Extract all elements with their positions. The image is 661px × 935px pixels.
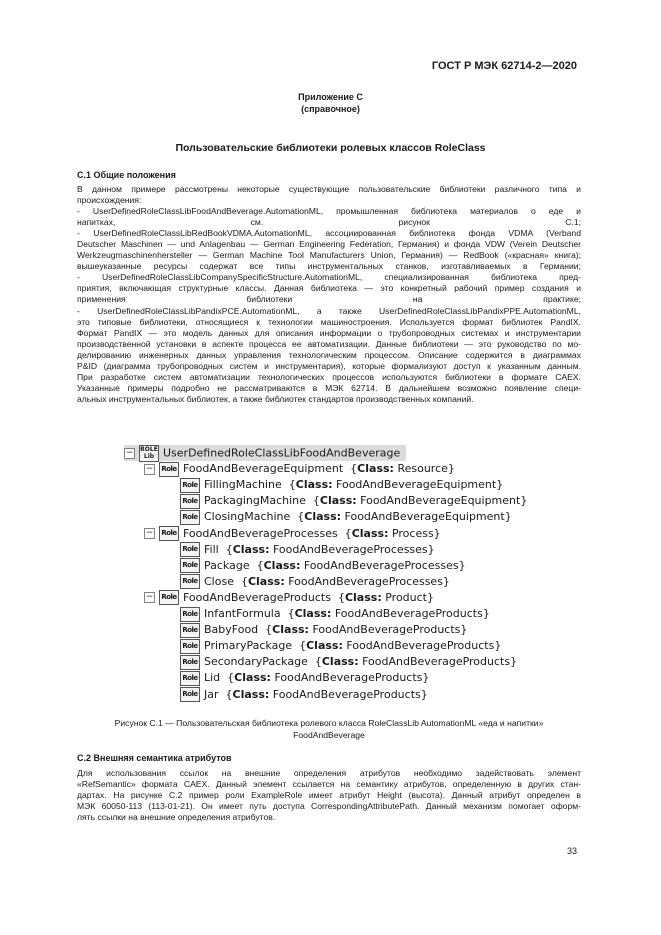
collapse-toggle-icon[interactable]: − bbox=[145, 592, 154, 603]
role-class-name: Fill bbox=[204, 542, 219, 556]
appendix-type: (справочное) bbox=[301, 104, 360, 114]
tree-leaf-row[interactable]: Role Package {Class: FoodAndBeverageProcesses} bbox=[180, 558, 466, 574]
role-icon: Role bbox=[180, 639, 200, 654]
text-line: Указанные примеры подробно не рассматриваются в МЭК 62714. В дальнейшем возможно появление специ- bbox=[77, 382, 581, 393]
figure-caption bbox=[77, 717, 581, 741]
class-key-label: Class: bbox=[272, 623, 309, 637]
text-line: Формат PandIX — это модель данных для описания информации о трубопроводных системах и инструментарии bbox=[77, 327, 581, 338]
role-class-name: Jar bbox=[204, 687, 219, 701]
role-icon: Role bbox=[180, 607, 200, 622]
class-key-label: Class: bbox=[357, 462, 394, 476]
tree-leaf-row[interactable]: Role Lid {Class: FoodAndBeverageProducts} bbox=[180, 670, 429, 686]
role-class-name: Package bbox=[204, 558, 250, 572]
class-ref-label: FoodAndBeverageProducts} bbox=[334, 607, 490, 620]
tree-leaf-row[interactable]: Role ClosingMachine {Class: FoodAndBeverageEquipment} bbox=[180, 509, 512, 525]
class-ref-label: FoodAndBeverageEquipment} bbox=[344, 510, 512, 524]
text-line: дартах. На рисунке С.2 пример роли ExampleRole имеет атрибут Height (высота). Данный атрибут определен в bbox=[77, 790, 581, 801]
class-key-label: Class: bbox=[294, 607, 332, 620]
text-line: Для использования ссылок на внешние определения атрибутов необходимо задействовать элемент bbox=[77, 768, 581, 778]
tree-group-row[interactable]: − Role FoodAndBeverageEquipment {Class: Resource} bbox=[145, 462, 455, 476]
role-class-name: FoodAndBeverageProducts bbox=[183, 590, 331, 604]
class-ref-label: Process} bbox=[391, 526, 441, 540]
role-class-name: InfantFormula bbox=[204, 607, 281, 620]
role-icon: Role bbox=[159, 590, 179, 605]
text-line: напитках, см. рисунок С.1; bbox=[77, 217, 581, 228]
class-key-label: Class: bbox=[344, 590, 382, 604]
role-class-name: ClosingMachine bbox=[204, 510, 291, 524]
text-line: применения библиотеки на практике; bbox=[77, 294, 581, 305]
role-icon: Role bbox=[159, 462, 179, 477]
role-class-name: BabyFood bbox=[204, 623, 259, 637]
class-key-label: Class: bbox=[232, 687, 270, 701]
class-key-label: Class: bbox=[234, 671, 271, 685]
text-line: - UserDefinedRoleClassLibCompanySpecificStructure.AutomationML, специализированная библиотека пред- bbox=[77, 272, 581, 283]
text-line: При разработке систем автоматизации технологических процессов используются библиотеки в формате CAEX. bbox=[77, 371, 581, 382]
caption-line-2: FoodAndBeverage bbox=[293, 730, 365, 740]
tree-group-row[interactable]: − Role FoodAndBeverageProcesses {Class: Process} bbox=[145, 526, 441, 540]
role-class-name: PrimaryPackage bbox=[204, 639, 293, 653]
role-icon: Role bbox=[159, 526, 179, 541]
tree-root-row[interactable] bbox=[124, 445, 406, 461]
text-line: альных инструментальных библиотек, а также библиотек стандартов производственных компаний. bbox=[77, 393, 474, 404]
text-line: Werkzeugmaschinenhersteller — German Machine Tool Manufacturers Union, Германия) — RedBook («красная» книга); bbox=[77, 250, 581, 261]
text-line: Deutscher Maschinen — und Anlagenbau — German Engineering Federation, Германия) и фонда VDW (Verein Deutscher bbox=[77, 239, 581, 250]
tree-leaf-row[interactable]: Role Jar {Class: FoodAndBeverageProducts} bbox=[180, 687, 428, 703]
caption-line-1: Рисунок С.1 — Пользовательская библиотека ролевого класса RoleClassLib AutomationML «еда и напитки» bbox=[114, 718, 544, 728]
text-line: - UserDefinedRoleClassLibFoodAndBeverage.AutomationML, промышленная библиотека материалов о еде и bbox=[77, 206, 581, 217]
role-class-name: Close bbox=[204, 574, 234, 588]
tree-leaf-row[interactable]: Role SecondaryPackage {Class: FoodAndBeverageProducts} bbox=[180, 654, 517, 670]
role-class-name: Lid bbox=[204, 671, 221, 685]
tree-root-label: UserDefinedRoleClassLibFoodAndBeverage bbox=[163, 446, 401, 460]
class-ref-label: FoodAndBeverageProducts} bbox=[346, 639, 502, 653]
text-line: «RefSemantic» формата CAEX. Данный элемент ссылается на семантику атрибутов, определенную в других стан- bbox=[77, 779, 581, 790]
class-key-label: Class: bbox=[247, 574, 285, 588]
class-ref-label: Product} bbox=[385, 590, 434, 604]
text-line: вышеуказанные ресурсы содержат все типы инструментальных станков, изготавливаемых в Германии; bbox=[77, 261, 581, 272]
role-icon: Role bbox=[180, 687, 200, 702]
tree-leaf-row[interactable]: Role Fill {Class: FoodAndBeverageProcesses} bbox=[180, 542, 435, 558]
section-2-heading: С.2 Внешняя семантика атрибутов bbox=[77, 753, 232, 763]
class-ref-label: Resource} bbox=[397, 462, 455, 476]
text-line: МЭК 60050-113 (113-01-21). Он имеет путь доступа CorrespondingAttributePath. Данный механизм помогает оформ- bbox=[77, 801, 581, 812]
text-line: делированию инженерных данных управления технологическим процессом. Описание содержится в диаграммах bbox=[77, 349, 581, 360]
role-class-tree bbox=[124, 441, 528, 703]
role-icon: Role bbox=[180, 542, 200, 557]
role-icon: Role bbox=[180, 671, 200, 686]
text-line: производственной установки в аспекте процесса ее автоматизации. Данные библиотеки — это руководство по мо- bbox=[77, 338, 581, 349]
collapse-toggle-icon[interactable]: − bbox=[145, 528, 154, 538]
class-ref-label: FoodAndBeverageProducts} bbox=[362, 655, 518, 669]
collapse-toggle-icon[interactable]: − bbox=[145, 463, 154, 474]
class-key-label: Class: bbox=[321, 655, 359, 669]
section-1-body bbox=[77, 184, 581, 405]
section-2-body bbox=[77, 768, 581, 823]
role-icon: Role bbox=[180, 494, 200, 509]
role-icon: Role bbox=[180, 510, 200, 525]
class-ref-label: FoodAndBeverageProducts} bbox=[312, 623, 468, 637]
appendix-heading bbox=[0, 91, 661, 115]
tree-leaf-row[interactable]: Role PackagingMachine {Class: FoodAndBeverageEquipment} bbox=[180, 493, 527, 509]
role-class-name: PackagingMachine bbox=[204, 494, 306, 508]
class-key-label: Class: bbox=[304, 510, 342, 524]
class-key-label: Class: bbox=[306, 639, 343, 653]
tree-leaf-row[interactable]: Role PrimaryPackage {Class: FoodAndBeverageProducts} bbox=[180, 638, 501, 654]
class-key-label: Class: bbox=[319, 494, 357, 508]
class-ref-label: FoodAndBeverageProducts} bbox=[272, 687, 428, 701]
role-icon: Role bbox=[180, 623, 200, 638]
text-line: лять ссылки на внешние определения атрибутов. bbox=[77, 812, 276, 823]
role-class-name: FoodAndBeverageEquipment bbox=[183, 462, 344, 476]
collapse-toggle-icon[interactable]: − bbox=[125, 448, 134, 458]
tree-leaf-row[interactable]: Role Close {Class: FoodAndBeverageProcesses} bbox=[180, 574, 450, 590]
class-ref-label: FoodAndBeverageProcesses} bbox=[272, 542, 435, 556]
page-number: 33 bbox=[566, 846, 577, 856]
role-lib-icon bbox=[139, 445, 159, 462]
section-1-heading: С.1 Общие положения bbox=[77, 170, 176, 180]
role-icon: Role bbox=[180, 574, 200, 589]
tree-leaf-row[interactable]: Role FillingMachine {Class: FoodAndBeverageEquipment} bbox=[180, 477, 503, 493]
class-key-label: Class: bbox=[263, 558, 301, 572]
role-icon: Role bbox=[180, 558, 200, 573]
text-line: - UserDefinedRoleClassLibPandixPCE.AutomationML, а также UserDefinedRoleClassLibPandixPPE.AutomationML, bbox=[77, 305, 581, 316]
text-line: это типовые библиотеки, относящиеся к технологии машиностроения. Используется формат библиотек PandIX. bbox=[77, 316, 581, 327]
tree-leaf-row[interactable]: Role BabyFood {Class: FoodAndBeverageProducts} bbox=[180, 622, 467, 638]
class-key-label: Class: bbox=[232, 542, 270, 556]
role-class-name: SecondaryPackage bbox=[204, 655, 308, 669]
role-class-name: FoodAndBeverageProcesses bbox=[183, 526, 338, 540]
text-line: P&ID (диаграмма трубопроводных систем и инструментария), которые формализуют доступ к указанным данным. bbox=[77, 360, 581, 371]
lib-icon-bottom-label: Lib bbox=[143, 453, 155, 460]
class-ref-label: FoodAndBeverageProducts} bbox=[274, 671, 430, 685]
tree-leaf-row[interactable]: Role InfantFormula {Class: FoodAndBeverageProducts} bbox=[180, 606, 490, 622]
text-line: - UserDefinedRoleClassLibRedBookVDMA.AutomationML, ассоциированная библиотека фонда VDMA (Verband bbox=[77, 228, 581, 239]
appendix-label: Приложение С bbox=[298, 92, 363, 102]
class-ref-label: FoodAndBeverageEquipment} bbox=[336, 478, 504, 492]
class-ref-label: FoodAndBeverageProcesses} bbox=[288, 574, 450, 588]
document-code: ГОСТ Р МЭК 62714-2—2020 bbox=[431, 60, 577, 72]
role-icon: Role bbox=[180, 478, 200, 493]
role-icon: Role bbox=[180, 655, 200, 670]
role-class-name: FillingMachine bbox=[204, 478, 282, 492]
lib-icon-top-label: ROLE bbox=[140, 446, 158, 453]
class-ref-label: FoodAndBeverageProcesses} bbox=[303, 558, 466, 572]
class-ref-label: FoodAndBeverageEquipment} bbox=[360, 494, 528, 508]
text-line: происхождения: bbox=[77, 195, 142, 206]
class-key-label: Class: bbox=[351, 526, 389, 540]
class-key-label: Class: bbox=[295, 478, 333, 492]
text-line: приятия, включающая структурные классы. Данная библиотека — это конкретный рабочий пример создания и bbox=[77, 283, 581, 294]
text-line: В данном примере рассмотрены некоторые существующие пользовательские библиотеки различного типа и bbox=[77, 184, 581, 194]
tree-group-row[interactable]: − Role FoodAndBeverageProducts {Class: Product} bbox=[145, 590, 434, 604]
page-title: Пользовательские библиотеки ролевых классов RoleClass bbox=[175, 142, 486, 154]
